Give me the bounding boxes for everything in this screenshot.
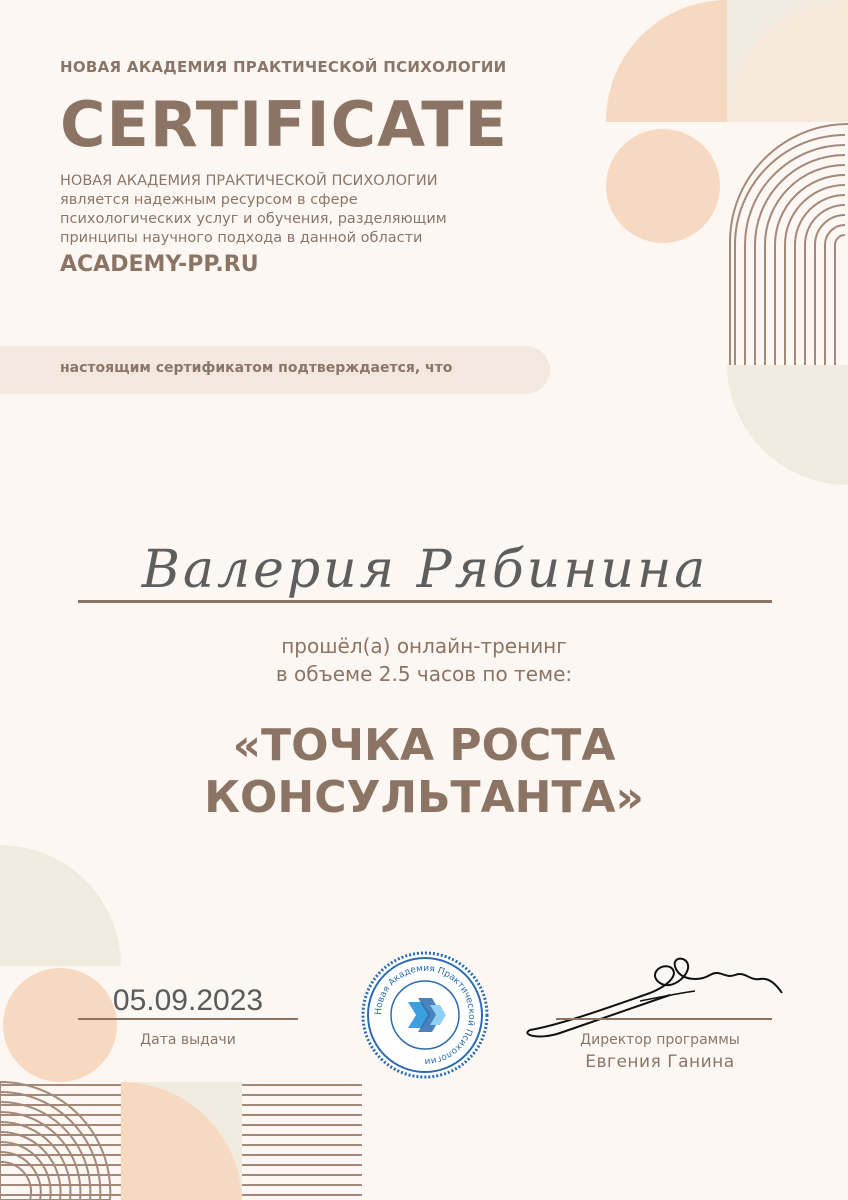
recipient-name: Валерия Рябинина (141, 540, 709, 600)
organization-description (60, 172, 520, 248)
director-title: Директор программы (580, 1032, 740, 1048)
deco-arches-top (730, 124, 848, 365)
certificate-title: CERTIFICATE (60, 88, 508, 161)
deco-quarter-peach-top (606, 0, 727, 122)
course-intro (0, 632, 848, 688)
seal-logo-icon (360, 950, 490, 1080)
deco-quarter-bottom-left (0, 845, 121, 966)
description-line: НОВАЯ АКАДЕМИЯ ПРАКТИЧЕСКОЙ ПСИХОЛОГИИ (60, 173, 438, 189)
director-name: Евгения Ганина (585, 1052, 735, 1072)
deco-circle-top (606, 129, 720, 243)
course-intro-line: прошёл(а) онлайн-тренинг (281, 634, 567, 658)
course-title (0, 720, 848, 824)
recipient-underline (78, 600, 772, 603)
website-link[interactable]: ACADEMY-PP.RU (60, 252, 259, 277)
signature-underline (556, 1018, 772, 1020)
confirmation-text: настоящим сертификатом подтверждается, что (60, 360, 453, 376)
deco-quarter-right (727, 365, 848, 485)
course-title-line: «ТОЧКА РОСТА (232, 720, 616, 771)
description-line: принципы научного подхода в данной области (60, 230, 423, 246)
issue-date-label: Дата выдачи (140, 1032, 236, 1048)
description-line: психологических услуг и обучения, разделяющим (60, 211, 447, 227)
organization-name: НОВАЯ АКАДЕМИЯ ПРАКТИЧЕСКОЙ ПСИХОЛОГИИ (60, 58, 507, 76)
seal-text: Новая Академия Практической Психологии (373, 963, 477, 1067)
date-underline (78, 1018, 298, 1020)
director-signature (520, 945, 790, 1045)
description-line: является надежным ресурсом в сфере (60, 192, 358, 208)
issue-date: 05.09.2023 (112, 984, 264, 1017)
course-title-line: КОНСУЛЬТАНТА» (204, 772, 644, 823)
course-intro-line: в объеме 2.5 часов по теме: (275, 662, 573, 686)
